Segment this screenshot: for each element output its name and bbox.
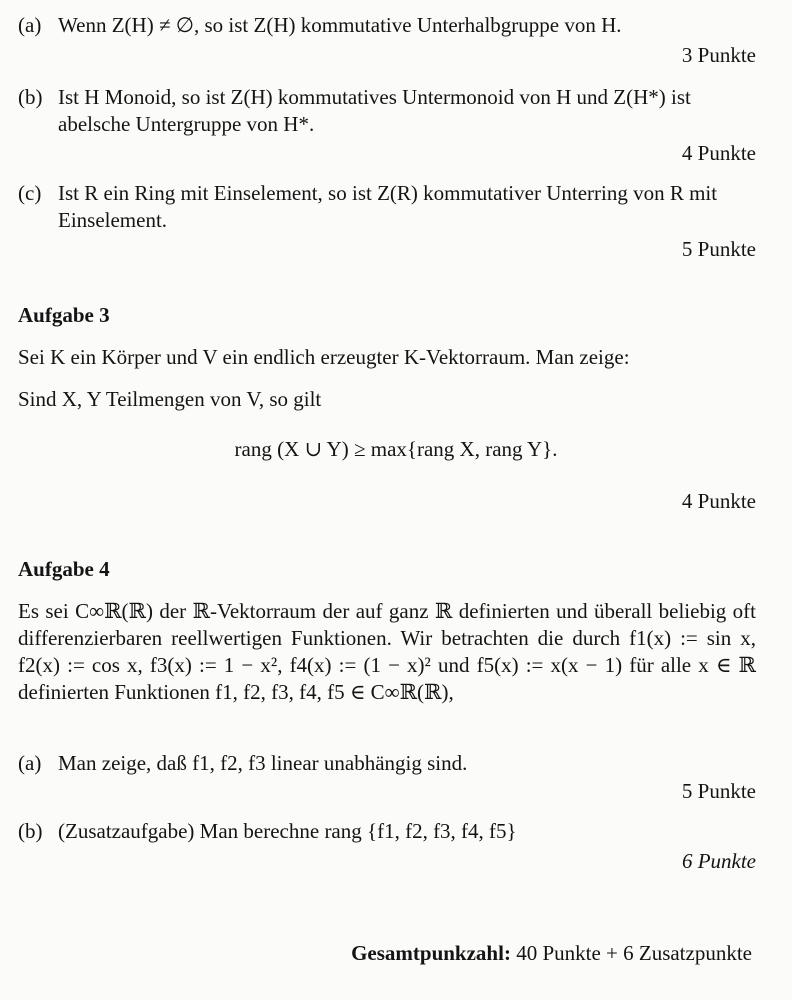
total-points (351, 940, 752, 967)
item-text: Man zeige, daß f1, f2, f3 linear unabhängig sind. (58, 751, 468, 775)
item-label: (b) (18, 85, 43, 109)
points-2a: 3 Punkte (681, 43, 756, 67)
task3-heading: Aufgabe 3 (18, 303, 110, 327)
item-label: (a) (18, 13, 42, 37)
points-4a: 5 Punkte (681, 779, 756, 803)
task2-item-c (18, 180, 756, 234)
task4-item-a (18, 750, 756, 777)
item-label: (c) (18, 181, 42, 205)
task2-item-a (18, 12, 756, 39)
item-text: Wenn Z(H) ≠ ∅, so ist Z(H) kommutative Unterhalbgruppe von H. (58, 13, 622, 37)
points-2b: 4 Punkte (681, 141, 756, 165)
item-label: (a) (18, 751, 42, 775)
total-label: Gesamtpunkzahl: (351, 941, 511, 965)
task3-formula: rang (X ∪ Y) ≥ max{rang X, rang Y}. (234, 437, 558, 461)
task3-intro: Sei K ein Körper und V ein endlich erzeugter K-Vektorraum. Man zeige: (18, 345, 630, 369)
points-2c: 5 Punkte (681, 237, 756, 261)
item-label: (b) (18, 819, 43, 843)
task3-claim: Sind X, Y Teilmengen von V, so gilt (18, 387, 322, 411)
task4-intro: Es sei C∞ℝ(ℝ) der ℝ-Vektorraum der auf ganz ℝ definierten und überall beliebig oft differenzierbaren reellwertigen Funktionen. Wir betrachten die durch f1(x) := sin x, f2(x) := cos x, f3(x) := 1 − x², f4(x) := (1 − x)² und f5(x) := x(x − 1) für alle x ∈ ℝ definierten Funktionen f1, f2, f3, f4, f5 ∈ C∞ℝ(ℝ), (18, 599, 756, 704)
task2-item-b (18, 84, 756, 138)
item-text: Ist H Monoid, so ist Z(H) kommutatives Untermonoid von H und Z(H*) ist abelsche Untergruppe von H*. (58, 85, 691, 136)
points-3: 4 Punkte (681, 489, 756, 513)
item-text: Ist R ein Ring mit Einselement, so ist Z(R) kommutativer Unterring von R mit Einselement. (58, 181, 718, 232)
task4-item-b (18, 818, 756, 845)
points-4b: 6 Punkte (681, 849, 756, 873)
item-text: (Zusatzaufgabe) Man berechne rang {f1, f2, f3, f4, f5} (58, 819, 517, 843)
total-value: 40 Punkte + 6 Zusatzpunkte (516, 941, 752, 965)
task4-heading: Aufgabe 4 (18, 557, 110, 581)
